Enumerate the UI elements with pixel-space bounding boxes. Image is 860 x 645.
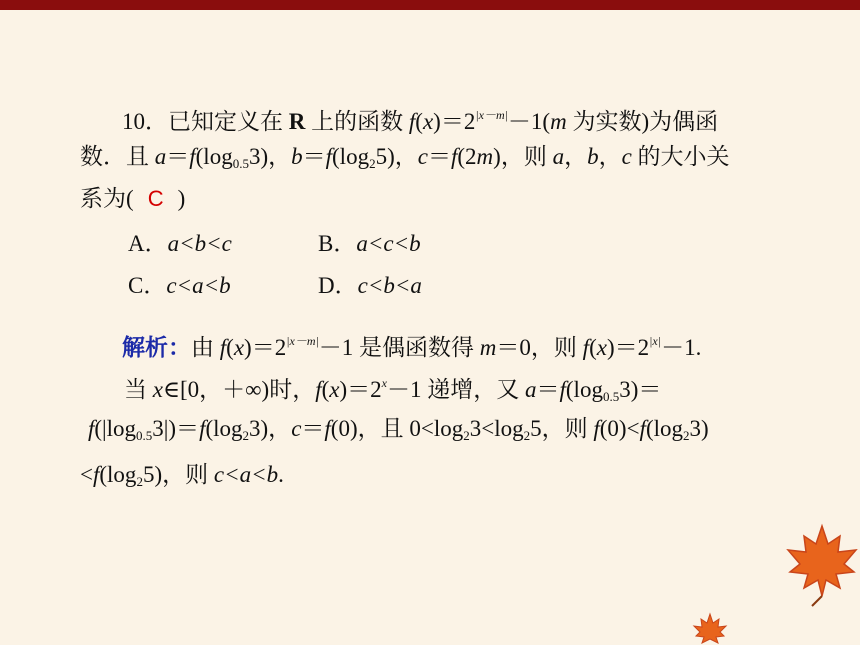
text: ＝0，则 — [496, 335, 583, 360]
var: f — [315, 377, 322, 402]
var: b — [291, 144, 303, 169]
subscript: 2 — [683, 428, 690, 443]
var: x — [596, 335, 607, 360]
solution-line-1 — [122, 326, 701, 363]
var: x — [329, 377, 340, 402]
var: f — [88, 416, 95, 441]
subscript: 2 — [463, 428, 470, 443]
text: )＝2 — [606, 335, 650, 360]
var: m — [550, 109, 567, 134]
text: ＝ — [427, 144, 451, 169]
option-letter: A． — [128, 231, 168, 256]
text: 10．已知定义在 — [122, 109, 289, 134]
question-line-2 — [80, 142, 730, 179]
text: (|log — [94, 416, 137, 441]
option-a — [128, 229, 232, 259]
var: b — [587, 144, 599, 169]
text: 3<log — [469, 416, 524, 441]
subscript: 0.5 — [232, 156, 249, 171]
text: ， — [564, 144, 588, 169]
solution-line-3 — [88, 414, 709, 451]
text: 数．且 — [80, 144, 155, 169]
text: ( — [589, 335, 597, 360]
text: (log — [565, 377, 603, 402]
var: f — [559, 377, 566, 402]
var: f — [639, 416, 646, 441]
var: c — [417, 144, 428, 169]
option-letter: B． — [318, 231, 357, 256]
var: f — [450, 144, 458, 169]
subscript: 0.5 — [602, 389, 620, 404]
subscript: 0.5 — [136, 428, 153, 443]
text: ( — [415, 109, 423, 134]
text: )＝2 — [433, 109, 476, 134]
text: 5)， — [375, 144, 418, 169]
text: 3)， — [249, 416, 292, 441]
var: f — [408, 109, 416, 134]
text: )＝2 — [244, 335, 287, 360]
var: f — [582, 335, 590, 360]
text: ＝ — [302, 144, 326, 169]
text: )＝2 — [339, 377, 382, 402]
subscript: 2 — [523, 428, 531, 443]
text: 系为( — [80, 186, 134, 211]
top-border — [0, 0, 860, 10]
var: f — [219, 335, 227, 360]
text: ) — [177, 186, 186, 211]
var: c — [291, 416, 302, 441]
text: (log — [332, 144, 370, 169]
text: 3|)＝ — [152, 416, 200, 441]
var: a — [525, 377, 537, 402]
option-text: a<c<b — [356, 231, 421, 256]
text: (log — [195, 144, 233, 169]
text: < — [80, 462, 93, 487]
text: 5)，则 — [142, 462, 214, 487]
var: a — [154, 144, 167, 169]
answer-mark: C — [147, 186, 164, 211]
exponent: x — [381, 376, 387, 390]
text: －1 是偶函数得 — [318, 335, 480, 360]
small-maple-leaf-icon — [692, 612, 728, 644]
text: 当 — [124, 377, 153, 402]
text: (0)，且 0<log — [330, 416, 464, 441]
exponent: |x－m| — [286, 334, 319, 348]
maple-leaf-icon — [782, 522, 860, 608]
question-line-3 — [80, 184, 185, 214]
text: 上的函数 — [305, 109, 409, 134]
text: ∈[0，＋∞)时， — [162, 377, 316, 402]
text: 3)＝ — [619, 377, 662, 402]
solution-line-4 — [80, 460, 284, 497]
var: c — [621, 144, 632, 169]
text: . — [278, 462, 284, 487]
option-letter: C． — [128, 273, 167, 298]
subscript: 2 — [242, 428, 250, 443]
text: －1( — [507, 109, 551, 134]
exponent: |x－m| — [475, 108, 508, 122]
option-text: c<b<a — [357, 273, 422, 298]
var: f — [92, 462, 100, 487]
exponent: |x| — [649, 334, 662, 348]
text: )，则 — [493, 144, 553, 169]
text: －1 递增，又 — [387, 377, 525, 402]
text: 3)， — [248, 144, 292, 169]
option-letter: D． — [318, 273, 358, 298]
var: f — [324, 416, 331, 441]
text: (log — [645, 416, 683, 441]
var: c<a<b — [213, 462, 279, 487]
var: a — [552, 144, 565, 169]
option-text: c<a<b — [166, 273, 231, 298]
var: f — [593, 416, 600, 441]
text: ＝ — [301, 416, 325, 441]
option-d — [318, 271, 422, 301]
var: x — [422, 109, 434, 134]
var: f — [325, 144, 333, 169]
text: (2 — [457, 144, 477, 169]
text: 由 — [191, 335, 220, 360]
option-c — [128, 271, 231, 301]
subscript: 2 — [369, 156, 376, 171]
question-line-1 — [122, 100, 718, 137]
text: ＝ — [536, 377, 560, 402]
var: m — [476, 144, 494, 169]
var: x — [152, 377, 163, 402]
var: f — [199, 416, 206, 441]
text: (log — [99, 462, 137, 487]
solution-label: 解析： — [122, 335, 191, 360]
option-text: a<b<c — [167, 231, 232, 256]
text: ( — [226, 335, 234, 360]
text: (log — [205, 416, 243, 441]
subscript: 2 — [136, 474, 143, 489]
text: －1. — [661, 335, 702, 360]
set-R: R — [288, 109, 306, 134]
text: ( — [321, 377, 330, 402]
text: ＝ — [166, 144, 190, 169]
var: m — [479, 335, 497, 360]
option-b — [318, 229, 421, 259]
text: 为实数)为偶函 — [566, 109, 719, 134]
text: 5，则 — [530, 416, 594, 441]
text: (0)< — [599, 416, 640, 441]
solution-line-2 — [124, 368, 661, 412]
var: f — [189, 144, 196, 169]
text: 3) — [689, 416, 709, 441]
text: 的大小关 — [631, 144, 730, 169]
text: ， — [598, 144, 622, 169]
var: x — [233, 335, 245, 360]
